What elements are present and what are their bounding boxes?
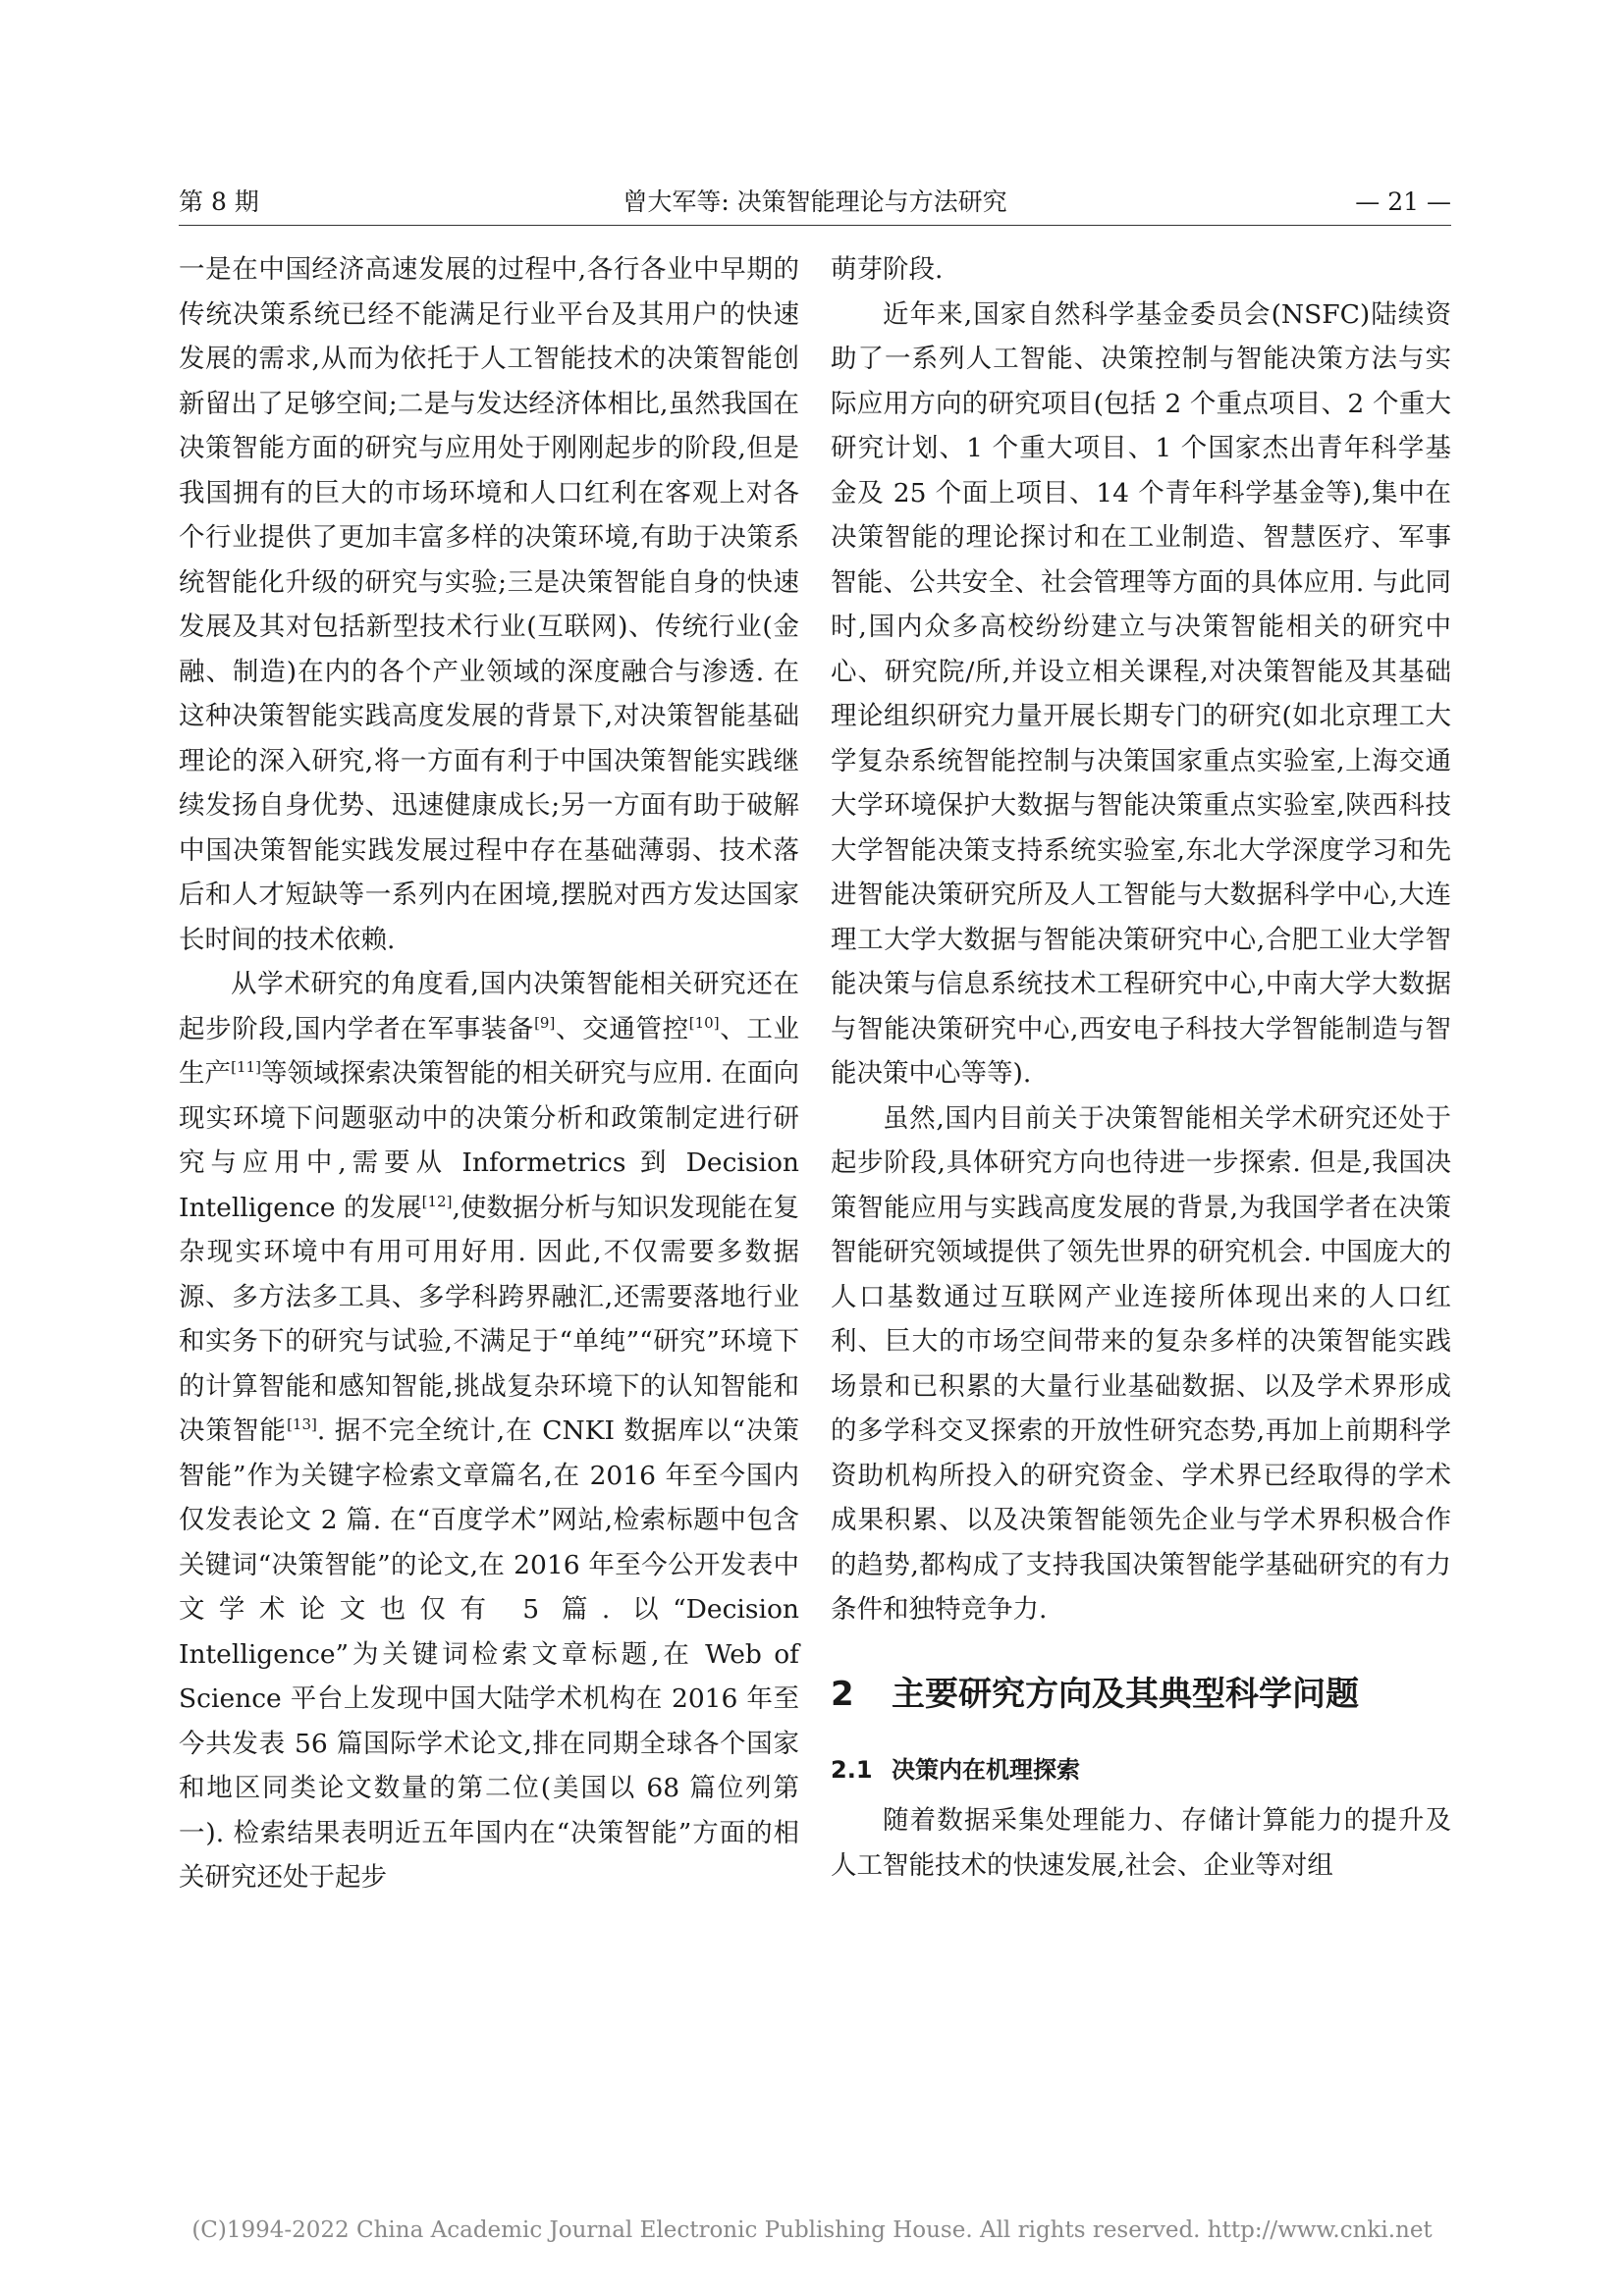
subsection-number: 2.1 xyxy=(831,1755,873,1784)
right-column xyxy=(831,247,1451,1888)
paragraph-academic-research xyxy=(179,962,799,1900)
subsection-heading xyxy=(831,1748,1451,1793)
citation-ref[interactable]: [11] xyxy=(231,1058,261,1076)
subsection-title: 决策内在机理探索 xyxy=(892,1755,1080,1784)
text-run: 、工业生产 xyxy=(179,1013,800,1089)
text-run: 等领域探索决策智能的相关研究与应用. 在面向现实环境下问题驱动中的决策分析和政策制定进行研究与应用中,需要从 Informetrics 到 Decision Intelligence 的发展 xyxy=(179,1058,799,1223)
citation-ref[interactable]: [13] xyxy=(287,1415,317,1433)
text-run: ,使数据分析与知识发现能在复杂现实环境中有用可用好用. 因此,不仅需要多数据源、多方法多工具、多学科跨界融汇,还需要落地行业和实务下的研究与试验,不满足于“单纯”“研究”环境下的计算智能和感知智能,挑战复杂环境下的认知智能和决策智能 xyxy=(179,1192,799,1446)
copyright-footer: (C)1994-2022 China Academic Journal Electronic Publishing House. All rights reserved. http://www.cnki.net xyxy=(191,2217,1433,2243)
citation-ref[interactable]: [9] xyxy=(534,1013,556,1032)
paragraph-continued: 一是在中国经济高速发展的过程中,各行各业中早期的传统决策系统已经不能满足行业平台及其用户的快速发展的需求,从而为依托于人工智能技术的决策智能创新留出了足够空间;二是与发达经济体相比,虽然我国在决策智能方面的研究与应用处于刚刚起步的阶段,但是我国拥有的巨大的市场环境和人口红利在客观上对各个行业提供了更加丰富多样的决策环境,有助于决策系统智能化升级的研究与实验;三是决策智能自身的快速发展及其对包括新型技术行业(互联网)、传统行业(金融、制造)在内的各个产业领域的深度融合与渗透. 在这种决策智能实践高度发展的背景下,对决策智能基础理论的深入研究,将一方面有利于中国决策智能实践继续发扬自身优势、迅速健康成长;另一方面有助于破解中国决策智能实践发展过程中存在基础薄弱、技术落后和人才短缺等一系列内在困境,摆脱对西方发达国家长时间的技术依赖. xyxy=(179,254,799,955)
text-run: 从学术研究的角度看,国内决策智能相关研究还在起步阶段,国内学者在军事装备 xyxy=(179,969,799,1044)
running-title: 曾大军等: 决策智能理论与方法研究 xyxy=(623,187,1007,216)
issue-number: 第 8 期 xyxy=(179,187,259,216)
header-rule xyxy=(179,225,1451,226)
citation-ref[interactable]: [10] xyxy=(688,1013,720,1032)
paragraph-nsfc-funding: 近年来,国家自然科学基金委员会(NSFC)陆续资助了一系列人工智能、决策控制与智能决策方法与实际应用方向的研究项目(包括 2 个重点项目、2 个重大研究计划、1 个重大项目、1 个国家杰出青年科学基金及 25 个面上项目、14 个青年科学基金等),集中在决策智能的理论探讨和在工业制造、智慧医疗、军事智能、公共安全、社会管理等方面的具体应用. 与此同时,国内众多高校纷纷建立与决策智能相关的研究中心、研究院/所,并设立相关课程,对决策智能及其基础理论组织研究力量开展长期专门的研究(如北京理工大学复杂系统智能控制与决策国家重点实验室,上海交通大学环境保护大数据与智能决策重点实验室,陕西科技大学智能决策支持系统实验室,东北大学深度学习和先进智能决策研究所及人工智能与大数据科学中心,大连理工大学大数据与智能决策研究中心,合肥工业大学智能决策与信息系统技术工程研究中心,中南大学大数据与智能决策研究中心,西安电子科技大学智能制造与智能决策中心等等). xyxy=(831,298,1451,1089)
running-header xyxy=(179,183,1451,222)
text-run: . 据不完全统计,在 CNKI 数据库以“决策智能”作为关键字检索文章篇名,在 2016 年至今国内仅发表论文 2 篇. 在“百度学术”网站,检索标题中包含关键词“决策智能”的论文,在 2016 年至今公开发表中文学术论文也仅有 5 篇. 以“Decision Intelligence”为关键词检索文章标题,在 Web of Science 平台上发现中国大陆学术机构在 2016 年至今共发表 56 篇国际学术论文,排在同期全球各个国家和地区同类论文数量的第二位(美国以 68 篇位列第一). 检索结果表明近五年国内在“决策智能”方面的相关研究还处于起步 xyxy=(179,1415,799,1893)
section-number: 2 xyxy=(831,1674,854,1714)
paragraph-opportunity: 虽然,国内目前关于决策智能相关学术研究还处于起步阶段,具体研究方向也待进一步探索. 但是,我国决策智能应用与实践高度发展的背景,为我国学者在决策智能研究领域提供了领先世界的研究机会. 中国庞大的人口基数通过互联网产业连接所体现出来的人口红利、巨大的市场空间带来的复杂多样的决策智能实践场景和已积累的大量行业基础数据、以及学术界形成的多学科交叉探索的开放性研究态势,再加上前期科学资助机构所投入的研究资金、学术界已经取得的学术成果积累、以及决策智能领先企业与学术界积极合作的趋势,都构成了支持我国决策智能学基础研究的有力条件和独特竞争力. xyxy=(831,1102,1451,1625)
text-run: 、交通管控 xyxy=(555,1013,689,1044)
page-number: — 21 — xyxy=(1355,187,1451,216)
citation-ref[interactable]: [12] xyxy=(421,1192,453,1210)
paragraph-continued: 萌芽阶段. xyxy=(831,254,944,285)
paragraph-mechanism: 随着数据采集处理能力、存储计算能力的提升及人工智能技术的快速发展,社会、企业等对组 xyxy=(831,1805,1451,1881)
section-heading xyxy=(831,1670,1451,1719)
left-column xyxy=(179,247,799,1900)
section-title: 主要研究方向及其典型科学问题 xyxy=(892,1674,1359,1714)
